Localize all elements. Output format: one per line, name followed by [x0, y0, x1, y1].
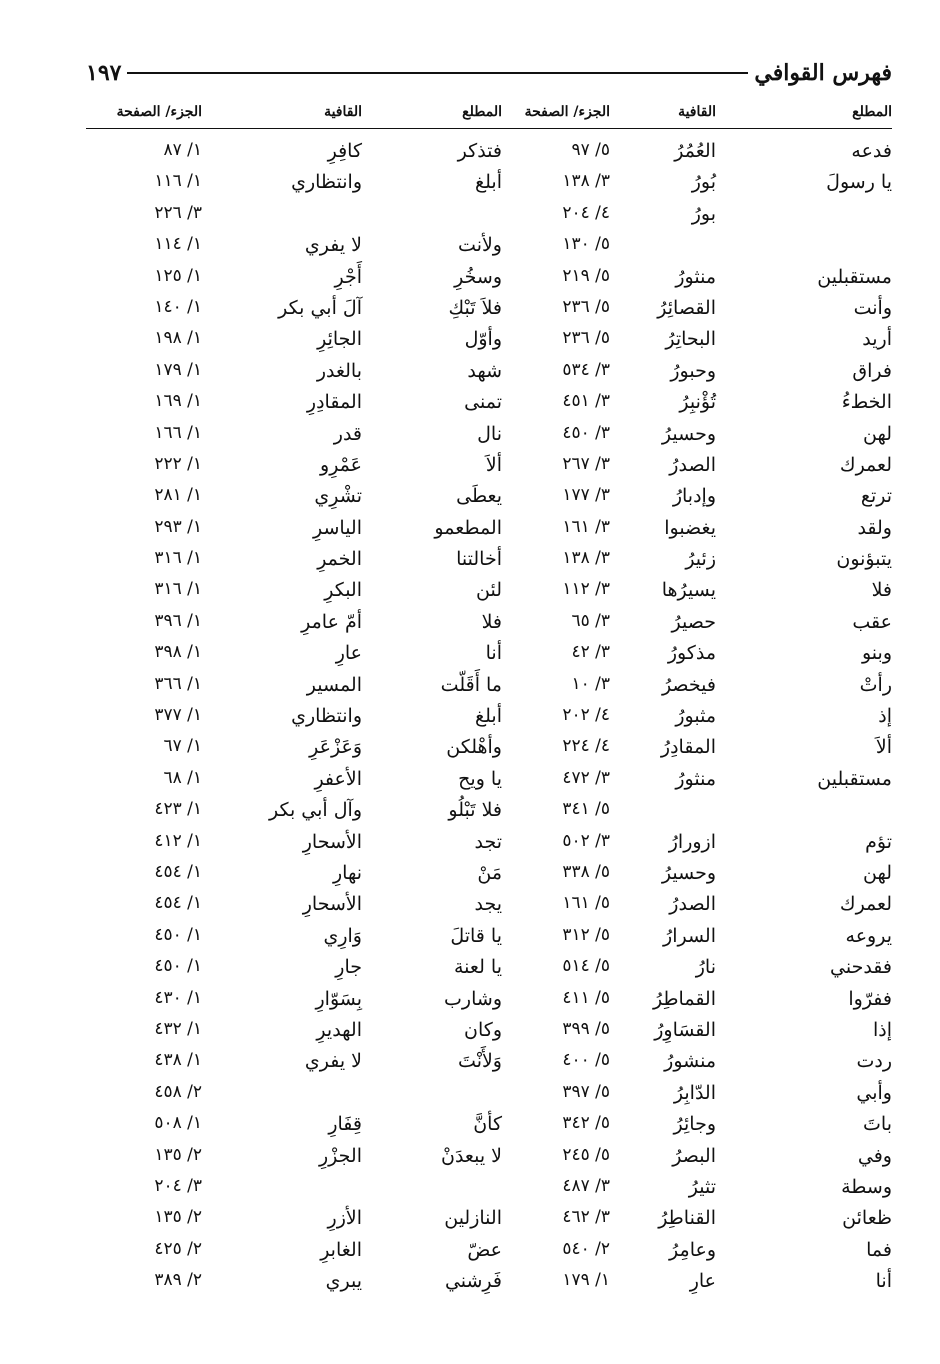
qafiya-cell: الصدرُ	[669, 893, 716, 916]
qafiya-cell: المسير	[306, 673, 362, 696]
table-row	[86, 137, 892, 168]
matla-cell: فلاَ تَبْكِ	[448, 296, 502, 319]
table-row	[86, 325, 892, 356]
qafiya-cell: الياسرِ	[313, 516, 362, 539]
matla-cell: وأهْلكن	[446, 736, 502, 759]
qafiya-cell: البكرِ	[324, 579, 362, 602]
matla-cell: عقب	[852, 610, 892, 633]
table-row	[86, 859, 892, 890]
matla-cell: أبلغ	[475, 171, 502, 194]
page-ref-cell: ١/ ٨٧	[163, 140, 202, 160]
page-ref-cell: ١/ ١٢٥	[154, 265, 202, 286]
page-number: ١٩٧	[86, 60, 122, 86]
qafiya-cell: الأزرِ	[327, 1207, 362, 1230]
qafiya-cell: يغضبوا	[664, 516, 716, 539]
qafiya-cell: مذكورُ	[667, 642, 716, 665]
qafiya-cell: وانتظاري	[291, 705, 362, 728]
qafiya-cell: يسيرُها	[661, 579, 716, 602]
qafiya-cell: بِسَوّارِ	[315, 987, 362, 1010]
matla-cell: عضّ	[467, 1238, 502, 1261]
table-row	[86, 985, 892, 1016]
qafiya-cell: المقادِرِ	[306, 391, 362, 414]
page-ref-cell: ٢/ ١٣٥	[154, 1207, 202, 1228]
qafiya-cell: نهارِ	[332, 861, 362, 884]
qafiya-cell: القسَاوِرُ	[654, 1018, 716, 1041]
qafiya-cell: الخمرِ	[317, 548, 362, 571]
page-title: فهرس القوافي	[754, 60, 892, 86]
matla-cell: لعمرك	[839, 453, 892, 476]
col-header-page-2: الجزء/ الصفحة	[116, 104, 202, 120]
page-ref-cell: ١/ ٤٣٨	[154, 1050, 202, 1071]
matla-cell: يا ويح	[458, 767, 502, 790]
page-ref-cell: ٣/ ٢٠٤	[154, 1175, 202, 1196]
matla-cell: يجد	[474, 893, 502, 916]
matla-cell: وسطة	[841, 1175, 892, 1198]
qafiya-cell: قِفَارِ	[328, 1113, 362, 1136]
page-ref-cell: ١/ ١٦٦	[154, 422, 202, 443]
qafiya-cell: فيخصرُ	[661, 673, 716, 696]
table-row	[86, 733, 892, 764]
page-ref-cell: ٣/ ٢٢٦	[154, 202, 202, 223]
page-ref-cell: ٢/ ٥٤٠	[562, 1238, 610, 1259]
qafiya-cell: أمّ عامرِ	[301, 610, 362, 633]
page-ref-cell: ١/ ٤١٢	[154, 830, 202, 851]
matla-cell: فلا	[481, 610, 502, 633]
table-row	[86, 1079, 892, 1110]
table-row	[86, 1047, 892, 1078]
page-ref-cell: ١/ ٢٢٢	[154, 453, 202, 474]
page-ref-cell: ١/ ٤٥٤	[154, 861, 202, 882]
qafiya-cell: منشورُ	[664, 1050, 716, 1073]
matla-cell: مَنْ	[477, 861, 502, 884]
page-ref-cell: ١/ ٤٣٢	[154, 1018, 202, 1039]
page-ref-cell: ٣/ ١٣٨	[562, 548, 610, 569]
qafiya-cell: وَعَزْعَرِ	[309, 736, 362, 759]
matla-cell: النازلين	[444, 1207, 502, 1230]
page-ref-cell: ٤/ ٢٢٤	[562, 736, 610, 757]
qafiya-cell: عارِ	[689, 1270, 716, 1293]
matla-cell: فتذكر	[457, 140, 502, 162]
qafiya-cell: الأسحارِ	[302, 830, 362, 853]
matla-cell: وشارب	[444, 987, 502, 1010]
page-ref-cell: ١/ ٢٨١	[154, 485, 202, 506]
page-ref-cell: ٣/ ١١٢	[562, 579, 610, 600]
qafiya-cell: أَجْرِ	[334, 265, 362, 288]
page-ref-cell: ١/ ٣١٦	[154, 548, 202, 569]
qafiya-cell: وجائِرُ	[673, 1113, 716, 1136]
page-ref-cell: ٣/ ٤٢	[571, 642, 610, 663]
header-rule	[127, 72, 748, 74]
matla-cell: نال	[477, 422, 502, 445]
page-ref-cell: ١/ ٤٥٤	[154, 893, 202, 914]
matla-cell: يعطَى	[456, 485, 502, 508]
matla-cell: أريد	[862, 328, 892, 351]
matla-cell: إذا	[872, 1018, 892, 1041]
page-ref-cell: ٥/ ٣٩٩	[562, 1018, 610, 1039]
page-ref-cell: ١/ ٣١٦	[154, 579, 202, 600]
matla-cell: الخطءُ	[841, 391, 892, 414]
page-ref-cell: ١/ ٣٩٨	[154, 642, 202, 663]
page-ref-cell: ٥/ ٤١١	[562, 987, 610, 1008]
col-header-matla-1: المطلع	[852, 104, 892, 120]
col-header-qafiya-1: القافية	[678, 104, 716, 120]
table-row	[86, 514, 892, 545]
matla-cell: ترتع	[860, 485, 892, 508]
col-header-matla-2: المطلع	[462, 104, 502, 120]
matla-cell: وأنت	[853, 296, 892, 319]
qafiya-cell: جارِ	[335, 956, 362, 979]
page-ref-cell: ٥/ ٣١٢	[562, 924, 610, 945]
page-ref-cell: ١/ ٤٥٠	[154, 956, 202, 977]
page-ref-cell: ١/ ١٦٩	[154, 391, 202, 412]
matla-cell: لئن	[476, 579, 502, 602]
qafiya-cell: وَارِي	[323, 924, 362, 947]
qafiya-cell: القصائِرُ	[657, 296, 716, 319]
page-ref-cell: ١/ ٦٨	[163, 767, 202, 788]
qafiya-cell: الدّابِرُ	[673, 1081, 716, 1104]
qafiya-cell: الهديرِ	[316, 1018, 362, 1041]
table-row	[86, 796, 892, 827]
page-ref-cell: ٥/ ٢٣٦	[562, 328, 610, 349]
qafiya-cell: تشْرِي	[314, 485, 362, 508]
matla-cell: وبنو	[861, 642, 892, 665]
table-row	[86, 231, 892, 262]
page-ref-cell: ١/ ١١٤	[154, 234, 202, 255]
page-ref-cell: ٣/ ١٦١	[562, 516, 610, 537]
matla-cell: إذ	[878, 705, 892, 728]
table-row	[86, 922, 892, 953]
table-row	[86, 1016, 892, 1047]
qafiya-cell: الأعفرِ	[314, 767, 362, 790]
matla-cell: لهن	[862, 422, 892, 445]
matla-cell: ردت	[856, 1050, 892, 1073]
matla-cell: فلا تَبْلُو	[448, 799, 502, 822]
matla-cell: لا يبعدَنْ	[441, 1144, 502, 1167]
qafiya-cell: الصدرُ	[669, 453, 716, 476]
qafiya-cell: كافِرِ	[327, 140, 362, 162]
page-ref-cell: ٥/ ١٣٠	[562, 234, 610, 255]
qafiya-cell: تثيرُ	[688, 1175, 716, 1198]
page-ref-cell: ٣/ ١٧٧	[562, 485, 610, 506]
table-row	[86, 1110, 892, 1141]
page-ref-cell: ٣/ ٤٥٠	[562, 422, 610, 443]
qafiya-cell: عارِ	[335, 642, 362, 665]
table-row	[86, 168, 892, 199]
col-header-page-1: الجزء/ الصفحة	[524, 104, 610, 120]
matla-cell: لعمرك	[839, 893, 892, 916]
matla-cell: ألاَ	[485, 453, 502, 476]
qafiya-cell: الغابرِ	[320, 1238, 362, 1261]
page-ref-cell: ٤/ ٢٠٤	[562, 202, 610, 223]
col-header-qafiya-2: القافية	[324, 104, 362, 120]
table-row	[86, 890, 892, 921]
qafiya-cell: تُؤْنبِرُ	[679, 391, 716, 414]
qafiya-cell: البحاتِرُ	[665, 328, 716, 351]
table-row	[86, 451, 892, 482]
page-ref-cell: ٥/ ٣٩٧	[562, 1081, 610, 1102]
matla-cell: أنا	[485, 642, 502, 665]
matla-cell: باتَ	[863, 1113, 892, 1136]
table-row	[86, 420, 892, 451]
page-ref-cell: ٢/ ١٣٥	[154, 1144, 202, 1165]
page-ref-cell: ١/ ٤٢٣	[154, 799, 202, 820]
page-ref-cell: ١/ ٣٩٦	[154, 610, 202, 631]
matla-cell: تجد	[474, 830, 502, 853]
table-row	[86, 1267, 892, 1298]
qafiya-cell: وانتظاري	[291, 171, 362, 194]
matla-cell: يا رسولَ	[826, 171, 892, 194]
table-row	[86, 702, 892, 733]
matla-cell: ولقد	[857, 516, 892, 539]
matla-cell: وسخُرِ	[454, 265, 502, 288]
matla-cell: يتبؤنون	[836, 548, 892, 571]
qafiya-cell: الجزْرِ	[319, 1144, 362, 1167]
table-row	[86, 1236, 892, 1267]
page-ref-cell: ٥/ ٣٣٨	[562, 861, 610, 882]
matla-cell: مستقبلين	[817, 767, 892, 790]
matla-cell: يا لعنة	[454, 956, 502, 979]
page-ref-cell: ١/ ١٧٩	[562, 1270, 610, 1291]
table-row	[86, 482, 892, 513]
page-ref-cell: ٥/ ٤٠٠	[562, 1050, 610, 1071]
table-row	[86, 1142, 892, 1173]
matla-cell: مستقبلين	[817, 265, 892, 288]
table-row	[86, 765, 892, 796]
matla-cell: ما أَقَلّت	[440, 673, 502, 696]
matla-cell: رأتْ	[859, 673, 892, 696]
table-row	[86, 608, 892, 639]
page-ref-cell: ٣/ ٤٥١	[562, 391, 610, 412]
table-row	[86, 639, 892, 670]
table-row	[86, 200, 892, 231]
matla-cell: وأبي	[856, 1081, 892, 1104]
page-ref-cell: ٣/ ٤٨٧	[562, 1175, 610, 1196]
matla-cell: وَلأَنْتَ	[458, 1050, 502, 1073]
page-ref-cell: ٣/ ٤٧٢	[562, 767, 610, 788]
qafiya-cell: القماطِرُ	[652, 987, 716, 1010]
page-ref-cell: ١/ ١١٦	[154, 171, 202, 192]
page-ref-cell: ٣/ ١٠	[571, 673, 610, 694]
qafiya-cell: بورُ	[691, 202, 716, 225]
matla-cell: كأنَّ	[473, 1113, 502, 1136]
table-row	[86, 357, 892, 388]
page-ref-cell: ٥/ ٢٤٥	[562, 1144, 610, 1165]
table-row	[86, 671, 892, 702]
qafiya-cell: وآل أبي بكر	[268, 799, 362, 822]
matla-cell: ولأنت	[458, 234, 502, 257]
qafiya-cell: البصرُ	[672, 1144, 716, 1167]
table-row	[86, 388, 892, 419]
matla-cell: فراق	[852, 359, 892, 382]
qafiya-cell: عَمْرِو	[320, 453, 362, 476]
page-ref-cell: ٣/ ١٣٨	[562, 171, 610, 192]
page-ref-cell: ٥/ ٥١٤	[562, 956, 610, 977]
page-ref-cell: ٢/ ٣٨٩	[154, 1270, 202, 1291]
matla-cell: فما	[866, 1238, 892, 1261]
page-ref-cell: ٥/ ٣٤١	[562, 799, 610, 820]
qafiya-cell: منثورُ	[675, 767, 716, 790]
page-ref-cell: ٥/ ٩٧	[571, 140, 610, 160]
page-ref-cell: ٢/ ٤٢٥	[154, 1238, 202, 1259]
table-row	[86, 953, 892, 984]
qafiya-cell: المقادِرُ	[660, 736, 716, 759]
matla-cell: وكان	[464, 1018, 502, 1041]
page-ref-cell: ٣/ ٤٦٢	[562, 1207, 610, 1228]
matla-cell: تمنى	[464, 391, 502, 414]
qafiya-cell: وحسيرُ	[661, 861, 716, 884]
matla-cell: فَرِشني	[444, 1270, 502, 1293]
matla-cell: وأوّل	[464, 328, 502, 351]
page-ref-cell: ٣/ ٢٦٧	[562, 453, 610, 474]
qafiya-cell: يبري	[325, 1270, 362, 1293]
page-ref-cell: ٥/ ٢١٩	[562, 265, 610, 286]
matla-cell: أخالتنا	[456, 548, 502, 571]
qafiya-cell: الجائِرِ	[317, 328, 362, 351]
table-row	[86, 545, 892, 576]
table-row	[86, 294, 892, 325]
page-ref-cell: ٣/ ٥٠٢	[562, 830, 610, 851]
table-row	[86, 1204, 892, 1235]
table-row	[86, 1173, 892, 1204]
page-ref-cell: ٤/ ٢٠٢	[562, 705, 610, 726]
matla-cell: وفي	[857, 1144, 892, 1167]
page-ref-cell: ١/ ١٤٠	[154, 296, 202, 317]
qafiya-cell: بالغدر	[316, 359, 362, 382]
matla-cell: تؤم	[865, 830, 892, 853]
qafiya-cell: حصيرُ	[671, 610, 716, 633]
table-row	[86, 828, 892, 859]
qafiya-cell: زئيرُ	[685, 548, 716, 571]
matla-cell: يا قاتلَ	[450, 924, 502, 947]
page-ref-cell: ١/ ٢٩٣	[154, 516, 202, 537]
page-ref-cell: ٥/ ٢٣٦	[562, 296, 610, 317]
qafiya-cell: لا يفري	[304, 1050, 362, 1073]
table-row	[86, 576, 892, 607]
matla-cell: فقدحني	[830, 956, 892, 979]
page-ref-cell: ١/ ٣٦٦	[154, 673, 202, 694]
page-ref-cell: ١/ ١٩٨	[154, 328, 202, 349]
table-row	[86, 263, 892, 294]
qafiya-cell: ازورارُ	[668, 830, 716, 853]
qafiya-cell: منثورُ	[675, 265, 716, 288]
page-ref-cell: ١/ ٥٠٨	[154, 1113, 202, 1134]
index-table	[86, 137, 892, 1298]
qafiya-cell: آلَ أبي بكر	[278, 296, 362, 319]
matla-cell: فدعه	[851, 140, 892, 162]
matla-cell: لهن	[862, 861, 892, 884]
qafiya-cell: بُورُ	[691, 171, 716, 194]
page-ref-cell: ١/ ٤٣٠	[154, 987, 202, 1008]
qafiya-cell: وحسيرُ	[661, 422, 716, 445]
qafiya-cell: نارُ	[695, 956, 716, 979]
page-ref-cell: ١/ ٣٧٧	[154, 705, 202, 726]
qafiya-cell: السرارُ	[663, 924, 716, 947]
page-ref-cell: ١/ ٦٧	[163, 736, 202, 757]
page-ref-cell: ٥/ ١٦١	[562, 893, 610, 914]
qafiya-cell: وحبورُ	[670, 359, 716, 382]
matla-cell: شهد	[467, 359, 502, 382]
page-ref-cell: ٥/ ٣٤٢	[562, 1113, 610, 1134]
column-headers	[86, 100, 892, 129]
matla-cell: المطعمو	[434, 516, 502, 539]
matla-cell: أنا	[875, 1270, 892, 1293]
page-header	[86, 56, 892, 90]
qafiya-cell: مثبورُ	[675, 705, 716, 728]
qafiya-cell: الأسحارِ	[302, 893, 362, 916]
qafiya-cell: العُمُرُ	[674, 140, 716, 162]
page-ref-cell: ٣/ ٦٥	[571, 610, 610, 631]
matla-cell: ففرّوا	[848, 987, 892, 1010]
matla-cell: ظعائن	[842, 1207, 892, 1230]
qafiya-cell: لا يفري	[304, 234, 362, 257]
matla-cell: أبلغ	[475, 705, 502, 728]
page-ref-cell: ١/ ٤٥٠	[154, 924, 202, 945]
qafiya-cell: وعامِرُ	[669, 1238, 716, 1261]
page-ref-cell: ٣/ ٥٣٤	[562, 359, 610, 380]
qafiya-cell: قدر	[333, 422, 362, 445]
matla-cell: فلا	[871, 579, 892, 602]
matla-cell: يروعه	[845, 924, 892, 947]
qafiya-cell: وإدبارُ	[672, 485, 716, 508]
qafiya-cell: القناطِرُ	[658, 1207, 716, 1230]
page-ref-cell: ١/ ١٧٩	[154, 359, 202, 380]
page-ref-cell: ٢/ ٤٥٨	[154, 1081, 202, 1102]
matla-cell: ألاَ	[875, 736, 892, 759]
